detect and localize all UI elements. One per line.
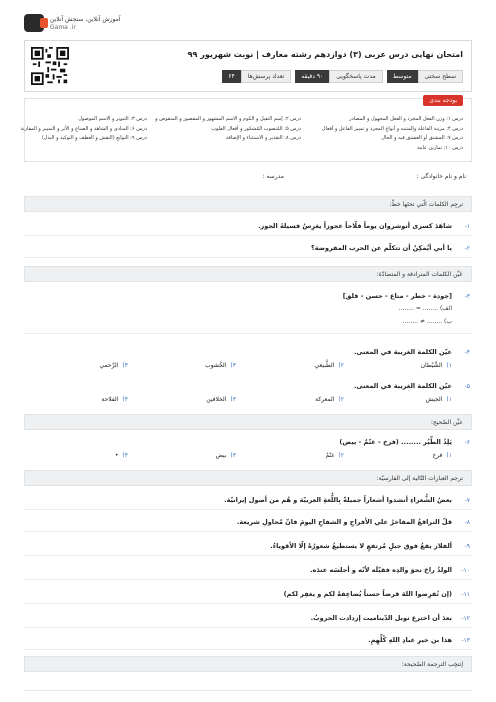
- option-text: الطَّبيعي: [314, 362, 335, 369]
- question-item: [24, 492, 472, 510]
- question-count-badge: [222, 70, 291, 83]
- section-title: عيِّن الصّحيح:: [430, 419, 463, 426]
- option-text: الخلافين: [206, 396, 227, 403]
- option-1[interactable]: [421, 362, 452, 369]
- question-item: [24, 586, 472, 604]
- option-text: الفلاحة: [101, 396, 119, 403]
- student-info: [24, 170, 472, 184]
- option-number: ۲): [338, 362, 344, 369]
- answer-line-b: ب) ........ ≠ ........: [402, 318, 452, 325]
- question-number: ۱۰-: [461, 567, 470, 574]
- option-text: الرِّحمي: [99, 362, 119, 369]
- option-number: ۲): [338, 396, 344, 403]
- question-item: [24, 562, 472, 580]
- question-item: [24, 538, 472, 556]
- section-title: ترجم العبارات التّالية إلى الفارسيّة:: [376, 475, 463, 482]
- option-1[interactable]: [432, 452, 452, 459]
- option-number: ۳): [230, 362, 236, 369]
- syllabus-item: درس ۲: إسم التفيل و الكوم و الاسم المشهور و المقصور و المنقوص و: [155, 116, 301, 122]
- option-text: الجيش: [425, 396, 443, 403]
- option-1[interactable]: [426, 396, 452, 403]
- question-item: [24, 240, 472, 258]
- question-item: [24, 434, 472, 452]
- syllabus-item: درس ۹: التوابع (النقش و العطف و التوكيد و البدل): [41, 135, 147, 141]
- question-number: ۲-: [464, 245, 470, 252]
- question-number: ۳-: [464, 293, 470, 300]
- duration-badge: [295, 70, 382, 83]
- divider: [24, 690, 472, 691]
- answer-line-a: الف) ........ = ........: [398, 305, 452, 312]
- question-item: [24, 288, 472, 334]
- option-2[interactable]: [325, 452, 344, 459]
- badge-value: متوسط: [387, 70, 418, 83]
- question-number: ۱۱-: [461, 591, 470, 598]
- name-label: نام و نام خانوادگی :: [416, 173, 466, 180]
- question-text: بعدَ أن اخترع نوبل الدّيناميت إزدادت الحروبُ.: [310, 614, 452, 622]
- option-text: بيض: [215, 452, 227, 459]
- syllabus-item: درس ۱۰: تمارين عامة: [417, 144, 463, 151]
- option-text: الخُشوب: [204, 362, 227, 369]
- question-number: ۱۳-: [461, 637, 470, 644]
- exam-header: [24, 40, 472, 92]
- section-title: إنتخِب الترجمة الصّحيحة:: [401, 661, 463, 668]
- question-text: (إن تُقرِضوا اللهَ قرضاً حسناً يُضاعِفهُ لكم و يغفِر لكم): [283, 590, 452, 598]
- option-text: •: [114, 452, 119, 459]
- question-item: [24, 632, 472, 650]
- question-text: بعضُ الشُّعراءِ أنشدوا أشعاراً جميلةً بِاللُّغةِ العربيّة و هُم من أصول إيرانيّة.: [224, 496, 452, 504]
- question-number: ۷-: [464, 497, 470, 504]
- exam-stats: [222, 70, 463, 83]
- section-header: [24, 266, 472, 282]
- gama-logo-icon: [24, 14, 44, 32]
- difficulty-badge: [387, 70, 463, 83]
- section-header: [24, 470, 472, 486]
- question-number: ۵-: [464, 383, 470, 390]
- syllabus-item: درس ۷: المشتق أو العشتق فيه و الحال: [381, 135, 463, 141]
- option-number: ۳): [230, 452, 236, 459]
- syllabus-item: درس ۱: وزن الفعل المجرد و الفعل المجهول و المصادر: [349, 116, 463, 122]
- brand-tagline: آموزش آنلاین، سنجش آنلاین: [50, 15, 121, 23]
- option-4[interactable]: [99, 362, 128, 369]
- option-number: ۴): [122, 362, 128, 369]
- option-3[interactable]: [216, 452, 236, 459]
- option-number: ۱): [446, 362, 452, 369]
- option-4[interactable]: [101, 396, 128, 403]
- section-header: [24, 656, 472, 672]
- question-text: قلّ التراقعُ المفاخرُ علي الأفراحِ و الشفاحِ اليومَ فانّ مُحاولِ شريعة.: [236, 518, 452, 526]
- option-2[interactable]: [315, 396, 344, 403]
- badge-value: ۹۰ دقیقه: [295, 70, 329, 83]
- question-number: ۱-: [464, 223, 470, 230]
- syllabus-item: درس ۳: التنوير و الاسم الموصول: [78, 116, 147, 122]
- section-header: [24, 414, 472, 430]
- syllabus-column-1: [322, 115, 463, 153]
- syllabus-item: درس ۵: المُنصوب المُشكور و أفعال القلوب: [211, 125, 301, 132]
- option-number: ۱): [446, 452, 452, 459]
- question-text: [جودة - خطر - متاع - حسن - قلق]: [342, 292, 452, 300]
- question-item: [24, 610, 472, 628]
- qr-code-icon: [31, 47, 69, 85]
- option-text: الشَّيْطان: [420, 362, 443, 369]
- question-text: هذا بن خيرِ عبادِ اللهِ كُلِّهِمِ.: [368, 636, 452, 644]
- syllabus-item: درس ۸: التقدير و الاستثناء و الإضافة: [225, 135, 301, 141]
- syllabus-box: [20, 97, 472, 162]
- option-number: ۳): [230, 396, 236, 403]
- question-item: [24, 378, 472, 396]
- syllabus-column-2: [155, 115, 301, 144]
- brand-site: Gama .ir: [50, 23, 76, 31]
- question-number: ۶-: [464, 439, 470, 446]
- question-item: [24, 218, 472, 236]
- question-number: ۱۲-: [461, 615, 470, 622]
- question-number: ۹-: [464, 543, 470, 550]
- question-item: [24, 344, 472, 362]
- option-2[interactable]: [314, 362, 344, 369]
- options-row: [24, 452, 472, 464]
- syllabus-column-3: [21, 115, 148, 144]
- section-header: [24, 196, 472, 212]
- question-number: ۴-: [464, 349, 470, 356]
- section-title: ترجِم الكلمات الّتي تحتَها خطّ:: [389, 201, 463, 208]
- syllabus-item: درس ۴: مرتبة الفاعلة والمتنبه و أنواع المجرد و تمييز الفاعل و أفعال: [321, 125, 463, 132]
- question-number: ۸-: [464, 519, 470, 526]
- exam-title: امتحان نهایی درس عربی (۳) دوازدهم رشته معارف | نوبت شهریور ۹۹: [187, 50, 463, 59]
- options-row: [24, 396, 472, 408]
- question-text: شاهَدَ كسرى أنوشروان يوماً فلّاحاً عجوزاً يغرِسُ فسيلةَ الجوز.: [258, 222, 452, 230]
- option-number: ۲): [338, 452, 344, 459]
- syllabus-tag: بودجه بندی: [423, 95, 463, 106]
- option-4[interactable]: [115, 452, 128, 459]
- badge-label: مدت پاسخگویی: [329, 70, 382, 83]
- option-3[interactable]: [206, 396, 236, 403]
- option-number: ۱): [446, 396, 452, 403]
- option-text: غنّمٌ: [325, 452, 335, 459]
- question-text: عيّن الكلمة الغريبة في المعنى.: [353, 348, 452, 356]
- section-title: عَيِّن الكلمات المترادفة و المتضادّة:: [376, 271, 463, 278]
- question-text: يا أبي أيُمكِنُ أن تتكلّم عن الحرب المفروضة؟: [310, 244, 452, 252]
- badge-label: سطح سختی: [418, 70, 463, 83]
- question-text: الولدُ راحَ نحوَ والدِه فقبّلَه لأنّه و أجلسَه عندَه.: [310, 566, 452, 574]
- question-item: [24, 514, 472, 532]
- option-number: ۴): [122, 452, 128, 459]
- option-number: ۴): [122, 396, 128, 403]
- brand-text: [50, 16, 121, 31]
- badge-value: ۶۴: [222, 70, 240, 83]
- option-3[interactable]: [205, 362, 236, 369]
- options-row: [24, 362, 472, 374]
- syllabus-item: درس ۶: المنادى و الشاهد و الصناع و الأثر و التمييز و المقارنة: [20, 125, 147, 132]
- option-text: المعركة: [315, 396, 335, 403]
- badge-label: تعداد پرسش‌ها: [241, 70, 292, 83]
- question-text: ألفلاز يقعُ فوق جبلٍ مُرتفعٍ لا يستطيعُ شعورُهُ إلّا الأقوياءُ.: [270, 542, 452, 550]
- brand[interactable]: [24, 14, 121, 32]
- option-text: فرخ: [432, 452, 443, 459]
- question-text: عيّن الكلمة الغريبة في المعنى.: [353, 382, 452, 390]
- school-label: مدرسه :: [262, 173, 284, 180]
- question-text: يَلِدُ الطِّبُر ........ (فرخ - غنّمٌ - بيض): [339, 438, 452, 446]
